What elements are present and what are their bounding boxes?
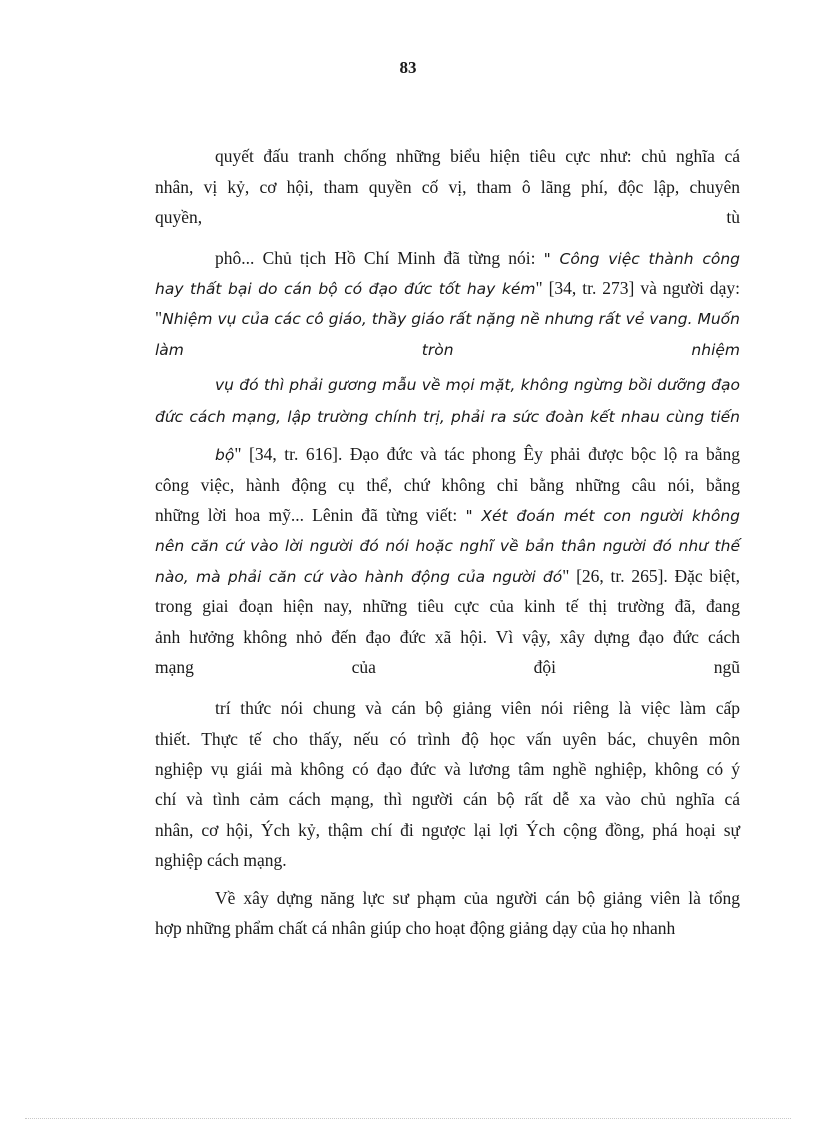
text-segment: phô... Chủ tịch Hồ Chí Minh đã từng nói: (215, 248, 544, 268)
text-segment: đội (533, 657, 557, 677)
text-segment: những lời hoa mỹ... Lênin đã từng viết: (155, 505, 466, 525)
text-line (155, 534, 740, 557)
text-segment: ngũ (713, 657, 741, 677)
text-line (155, 819, 740, 841)
text-segment: trong giai đoạn hiện nay, những tiêu cực của kinh tế thị trường đã, đang (155, 596, 740, 616)
italic-text-segment: tròn (421, 341, 454, 359)
text-segment: nhân, cơ hội, Ých kỷ, thậm chí đi ngược lại lợi Ých cộng đồng, phá hoại sự (155, 820, 740, 840)
text-line (215, 443, 740, 466)
text-line (215, 145, 740, 167)
text-line (155, 206, 740, 228)
italic-text-segment: làm (155, 341, 184, 359)
text-segment: tù (726, 207, 740, 227)
text-line (155, 758, 740, 780)
italic-text-segment: nào, mà phải căn cứ vào hành động của người đó (155, 568, 563, 586)
text-segment: chí và tình cảm cách mạng, thì người cán bộ rất dễ xa vào chủ nghĩa cá (155, 789, 740, 809)
text-segment: " [26, tr. 265]. Đặc biệt, (562, 566, 741, 586)
text-segment: của (351, 657, 376, 677)
text-line (155, 338, 740, 361)
text-segment: công việc, hành động cụ thể, chứ không chỉ bằng những câu nói, bằng (155, 475, 740, 495)
text-line (155, 788, 740, 810)
text-line (215, 247, 740, 270)
text-segment: nghiệp cách mạng. (155, 850, 287, 870)
italic-text-segment: Nhiệm vụ của các cô giáo, thầy giáo rất nặng nề nhưng rất vẻ vang. Muốn (162, 310, 740, 328)
text-line (155, 656, 740, 678)
text-segment: mạng (155, 657, 194, 677)
text-line (215, 697, 740, 719)
text-segment: thiết. Thực tế cho thấy, nếu có trình độ học vấn uyên bác, chuyên môn (155, 729, 740, 749)
italic-text-segment: hay thất bại do cán bộ có đạo đức tốt hay kém (155, 280, 536, 298)
text-line (155, 307, 740, 330)
text-line (215, 887, 740, 909)
text-line (155, 176, 740, 198)
italic-text-segment: vụ đó thì phải gương mẫu về mọi mặt, không ngừng bồi dưỡng đạo (215, 376, 740, 394)
text-segment: quyết đấu tranh chống những biểu hiện tiêu cực như: chủ nghĩa cá (215, 146, 740, 166)
text-segment: nhân, vị kỷ, cơ hội, tham quyền cố vị, tham ô lãng phí, độc lập, chuyên (155, 177, 740, 197)
italic-text-segment: nhiệm (691, 341, 741, 359)
text-line (155, 565, 740, 588)
italic-text-segment: " Xét đoán mét con người không (465, 507, 740, 525)
text-segment: hợp những phẩm chất cá nhân giúp cho hoạt động giảng dạy của họ nhanh (155, 918, 676, 938)
italic-text-segment: đức cách mạng, lập trường chính trị, phải ra sức đoàn kết nhau cùng tiến (155, 408, 740, 426)
text-line (155, 728, 740, 750)
text-line (155, 277, 740, 300)
text-segment: ảnh hưởng không nhỏ đến đạo đức xã hội. Vì vậy, xây dựng đạo đức cách (155, 627, 740, 647)
text-line (155, 626, 740, 648)
text-segment: " [34, tr. 616]. Đạo đức và tác phong Êy phải được bộc lộ ra bằng (234, 444, 740, 464)
text-segment: " (155, 308, 163, 328)
text-line (155, 917, 740, 939)
text-line (155, 504, 740, 527)
text-segment: quyền, (155, 207, 203, 227)
text-segment: Về xây dựng năng lực sư phạm của người cán bộ giảng viên là tổng (215, 888, 740, 908)
italic-text-segment: " Công việc thành công (543, 250, 740, 268)
italic-text-segment: nên căn cứ vào lời người đó nói hoặc nghĩ về bản thân người đó như thế (155, 537, 740, 555)
page-number: 83 (399, 58, 417, 77)
text-line (155, 474, 740, 496)
page-bottom-rule (25, 1118, 791, 1119)
text-line (155, 849, 740, 871)
text-segment: trí thức nói chung và cán bộ giảng viên nói riêng là việc làm cấp (215, 698, 740, 718)
text-line (155, 405, 740, 428)
text-segment: " [34, tr. 273] và người dạy: (535, 278, 740, 298)
text-line (155, 595, 740, 617)
italic-text-segment: bộ (215, 446, 235, 464)
text-segment: nghiệp vụ giái mà không có đạo đức và lương tâm nghề nghiệp, không có ý (155, 759, 740, 779)
text-line (215, 373, 740, 396)
